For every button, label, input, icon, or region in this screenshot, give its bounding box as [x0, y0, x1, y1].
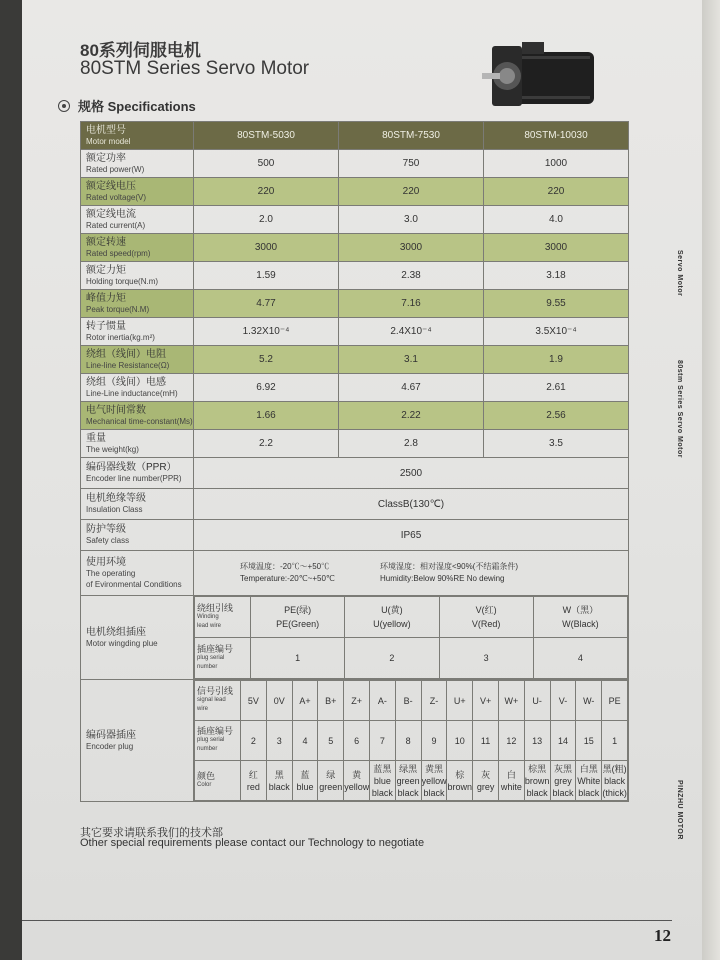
spec-label: 绕组（线间）电感 Line-Line inductance(mH): [81, 374, 194, 402]
spec-label: 峰值力矩 Peak torque(N.M): [81, 290, 194, 318]
winding-wire-row: 绕组引线 Winding lead wire PE(绿) PE(Green) U(黄) U(yellow) V(红) V(Red) W（黑） W(Black): [195, 597, 628, 638]
color-cell: 黄 yellow: [344, 761, 370, 801]
spec-value: 2.22: [339, 402, 484, 430]
color-cell: 黑 black: [266, 761, 292, 801]
serial-cell: 3: [439, 638, 533, 679]
serial-cell: 3: [266, 721, 292, 761]
signal-cell: W-: [576, 681, 602, 721]
signal-cell: U+: [447, 681, 473, 721]
spec-label: 电气时间常数 Mechanical time-constant(Ms): [81, 402, 194, 430]
signal-cell: PE: [602, 681, 628, 721]
spec-row: [81, 318, 629, 346]
spec-value: 1.32X10⁻⁴: [194, 318, 339, 346]
footer-note-cn: 其它要求请联系我们的技术部: [80, 827, 223, 839]
encoder-lines-row: 编码器线数（PPR） Encoder line number(PPR) 2500: [81, 458, 629, 489]
header-label: 电机型号 Motor model: [81, 122, 194, 150]
signal-cell: Z+: [344, 681, 370, 721]
spec-table: [80, 121, 629, 802]
spec-value: 4.67: [339, 374, 484, 402]
spec-row: [81, 374, 629, 402]
spec-value: 3.0: [339, 206, 484, 234]
spec-label: 额定力矩 Holding torque(N.m): [81, 262, 194, 290]
signal-cell: Z-: [421, 681, 447, 721]
spec-row: [81, 402, 629, 430]
spec-value: 3.5X10⁻⁴: [484, 318, 629, 346]
page-title-en: 80STM Series Servo Motor: [80, 58, 310, 79]
serial-cell: 15: [576, 721, 602, 761]
wire-cell: PE(绿) PE(Green): [251, 597, 345, 638]
serial-cell: 12: [498, 721, 524, 761]
spec-label: 额定线电压 Rated voltage(V): [81, 178, 194, 206]
signal-cell: V-: [550, 681, 576, 721]
spec-value: 3000: [339, 234, 484, 262]
spec-value: 4.0: [484, 206, 629, 234]
color-cell: 绿黑 green black: [395, 761, 421, 801]
color-cell: 白 white: [498, 761, 524, 801]
side-tab-brand: PINZHU MOTOR: [676, 780, 683, 840]
spec-row: [81, 262, 629, 290]
signal-cell: A+: [292, 681, 318, 721]
header-row: [81, 122, 629, 150]
model-cell: 80STM-7530: [339, 122, 484, 150]
serial-cell: 2: [345, 638, 439, 679]
spec-row: [81, 346, 629, 374]
spec-label: 额定功率 Rated power(W): [81, 150, 194, 178]
spec-value: 3.18: [484, 262, 629, 290]
spec-heading: [58, 96, 196, 115]
serial-cell: 10: [447, 721, 473, 761]
signal-cell: B+: [318, 681, 344, 721]
color-cell: 灰 grey: [473, 761, 499, 801]
wire-cell: U(黄) U(yellow): [345, 597, 439, 638]
spec-value: 6.92: [194, 374, 339, 402]
spec-row: [81, 290, 629, 318]
insulation-value: ClassB(130℃): [194, 489, 629, 520]
spec-value: 1000: [484, 150, 629, 178]
spec-value: 1.66: [194, 402, 339, 430]
spec-value: 2.0: [194, 206, 339, 234]
serial-cell: 1: [251, 638, 345, 679]
spec-label: 转子惯量 Rotor inertia(kg.m²): [81, 318, 194, 346]
serial-cell: 4: [292, 721, 318, 761]
wire-cell: W（黑） W(Black): [533, 597, 627, 638]
signal-cell: 5V: [241, 681, 267, 721]
serial-cell: 8: [395, 721, 421, 761]
spec-row: [81, 206, 629, 234]
environment-value: 环境温度：-20℃～+50℃ 环境湿度：相对湿度<90%(不结霜条件) Temperature:-20℃~+50℃ Humidity:Below 90%RE No dewing: [194, 551, 629, 596]
serial-cell: 7: [369, 721, 395, 761]
side-tab-servo-motor: Servo Motor: [676, 250, 683, 297]
color-cell: 蓝 blue: [292, 761, 318, 801]
signal-cell: W+: [498, 681, 524, 721]
footer-note-en: Other special requirements please contact our Technology to negotiate: [80, 837, 425, 849]
model-cell: 80STM-5030: [194, 122, 339, 150]
model-cell: 80STM-10030: [484, 122, 629, 150]
wire-cell: V(红) V(Red): [439, 597, 533, 638]
serial-cell: 4: [533, 638, 627, 679]
spec-value: 1.59: [194, 262, 339, 290]
signal-cell: B-: [395, 681, 421, 721]
spec-value: 7.16: [339, 290, 484, 318]
color-cell: 绿 green: [318, 761, 344, 801]
spec-value: 4.77: [194, 290, 339, 318]
serial-cell: 14: [550, 721, 576, 761]
color-cell: 棕黑 brown black: [524, 761, 550, 801]
serial-cell: 6: [344, 721, 370, 761]
spec-value: 3.1: [339, 346, 484, 374]
spec-row: [81, 430, 629, 458]
serial-cell: 5: [318, 721, 344, 761]
protection-value: IP65: [194, 520, 629, 551]
spec-value: 220: [339, 178, 484, 206]
color-cell: 灰黑 grey black: [550, 761, 576, 801]
encoder-plug-table: [194, 680, 628, 801]
motor-serial-row: 插座编号 plug serial number 1 2 3 4: [195, 638, 628, 679]
insulation-row: 电机绝缘等级 Insulation Class ClassB(130℃): [81, 489, 629, 520]
protection-row: 防护等级 Safety class IP65: [81, 520, 629, 551]
spec-value: 9.55: [484, 290, 629, 318]
servo-motor-image: [482, 38, 600, 110]
color-row: 颜色 Color 红 red 黑 black 蓝 blue 绿 green 黄 yellow 蓝黑 blue black 绿黑 green black 黄黑 yellow black 棕 brown 灰 grey 白 white 棕黑 brown black 灰黑 grey black 白黑 White black 黑(粗) black (thick): [195, 761, 628, 801]
spec-label: 重量 The weight(kg): [81, 430, 194, 458]
encoder-lines-value: 2500: [194, 458, 629, 489]
color-cell: 黑(粗) black (thick): [602, 761, 628, 801]
spec-value: 2.4X10⁻⁴: [339, 318, 484, 346]
spec-label: 额定线电流 Rated current(A): [81, 206, 194, 234]
signal-cell: A-: [369, 681, 395, 721]
motor-plug-table: [194, 596, 628, 679]
spec-value: 1.9: [484, 346, 629, 374]
encoder-plug-row: 编码器插座 Encoder plug 信号引线 signal lead wire 5V 0V A+ B+ Z+ A- B- Z- U+ V+ W+ U- V- W- PE 插座编号 plug serial number 2 3 4 5 6 7 8 9 10 11 12 13 14 15 1 颜色 Color 红 red 黑 black 蓝 blue 绿 green 黄 yellow 蓝黑 blue black 绿黑 green black 黄黑 yellow black 棕 brown 灰 grey 白 white 棕黑 brown black 灰黑 grey black 白黑 White black 黑(粗) black (thick): [81, 680, 629, 802]
color-cell: 棕 brown: [447, 761, 473, 801]
signal-cell: V+: [473, 681, 499, 721]
spec-value: 2.2: [194, 430, 339, 458]
serial-cell: 11: [473, 721, 499, 761]
signal-wire-row: 信号引线 signal lead wire 5V 0V A+ B+ Z+ A- B- Z- U+ V+ W+ U- V- W- PE: [195, 681, 628, 721]
bullet-icon: [58, 100, 70, 112]
signal-cell: U-: [524, 681, 550, 721]
spec-label: 绕组（线间）电阻 Line-line Resistance(Ω): [81, 346, 194, 374]
spec-value: 220: [484, 178, 629, 206]
side-tab-series: 80stm Series Servo Motor: [676, 360, 683, 458]
spec-value: 2.56: [484, 402, 629, 430]
spec-value: 750: [339, 150, 484, 178]
environment-row: 使用环境 The operating of Evironmental Conditions 环境温度：-20℃～+50℃ 环境湿度：相对湿度<90%(不结霜条件) Temperature:-20℃~+50℃ Humidity:Below 90%RE No dewing: [81, 551, 629, 596]
motor-plug-row: 电机绕组插座 Motor wingding plue 绕组引线 Winding lead wire PE(绿) PE(Green) U(黄) U(yellow) V(红) V(Red) W（黑） W(Black) 插座编号 plug serial number 1 2 3 4: [81, 596, 629, 680]
spec-value: 2.61: [484, 374, 629, 402]
serial-cell: 9: [421, 721, 447, 761]
spec-value: 3.5: [484, 430, 629, 458]
color-cell: 蓝黑 blue black: [369, 761, 395, 801]
spec-heading-text: 规格 Specifications: [78, 99, 196, 114]
spec-row: [81, 150, 629, 178]
spec-row: [81, 234, 629, 262]
spec-value: 5.2: [194, 346, 339, 374]
spec-value: 2.38: [339, 262, 484, 290]
color-cell: 红 red: [241, 761, 267, 801]
spec-value: 3000: [484, 234, 629, 262]
spec-value: 220: [194, 178, 339, 206]
spec-row: [81, 178, 629, 206]
page-title-cn: 80系列伺服电机: [80, 41, 201, 60]
color-cell: 白黑 White black: [576, 761, 602, 801]
signal-cell: 0V: [266, 681, 292, 721]
encoder-serial-row: 插座编号 plug serial number 2 3 4 5 6 7 8 9 10 11 12 13 14 15 1: [195, 721, 628, 761]
spec-label: 额定转速 Rated speed(rpm): [81, 234, 194, 262]
serial-cell: 2: [241, 721, 267, 761]
serial-cell: 13: [524, 721, 550, 761]
serial-cell: 1: [602, 721, 628, 761]
spec-value: 2.8: [339, 430, 484, 458]
color-cell: 黄黑 yellow black: [421, 761, 447, 801]
bottom-rule: [22, 920, 672, 921]
spec-value: 3000: [194, 234, 339, 262]
page-number: 12: [654, 926, 671, 945]
spec-value: 500: [194, 150, 339, 178]
